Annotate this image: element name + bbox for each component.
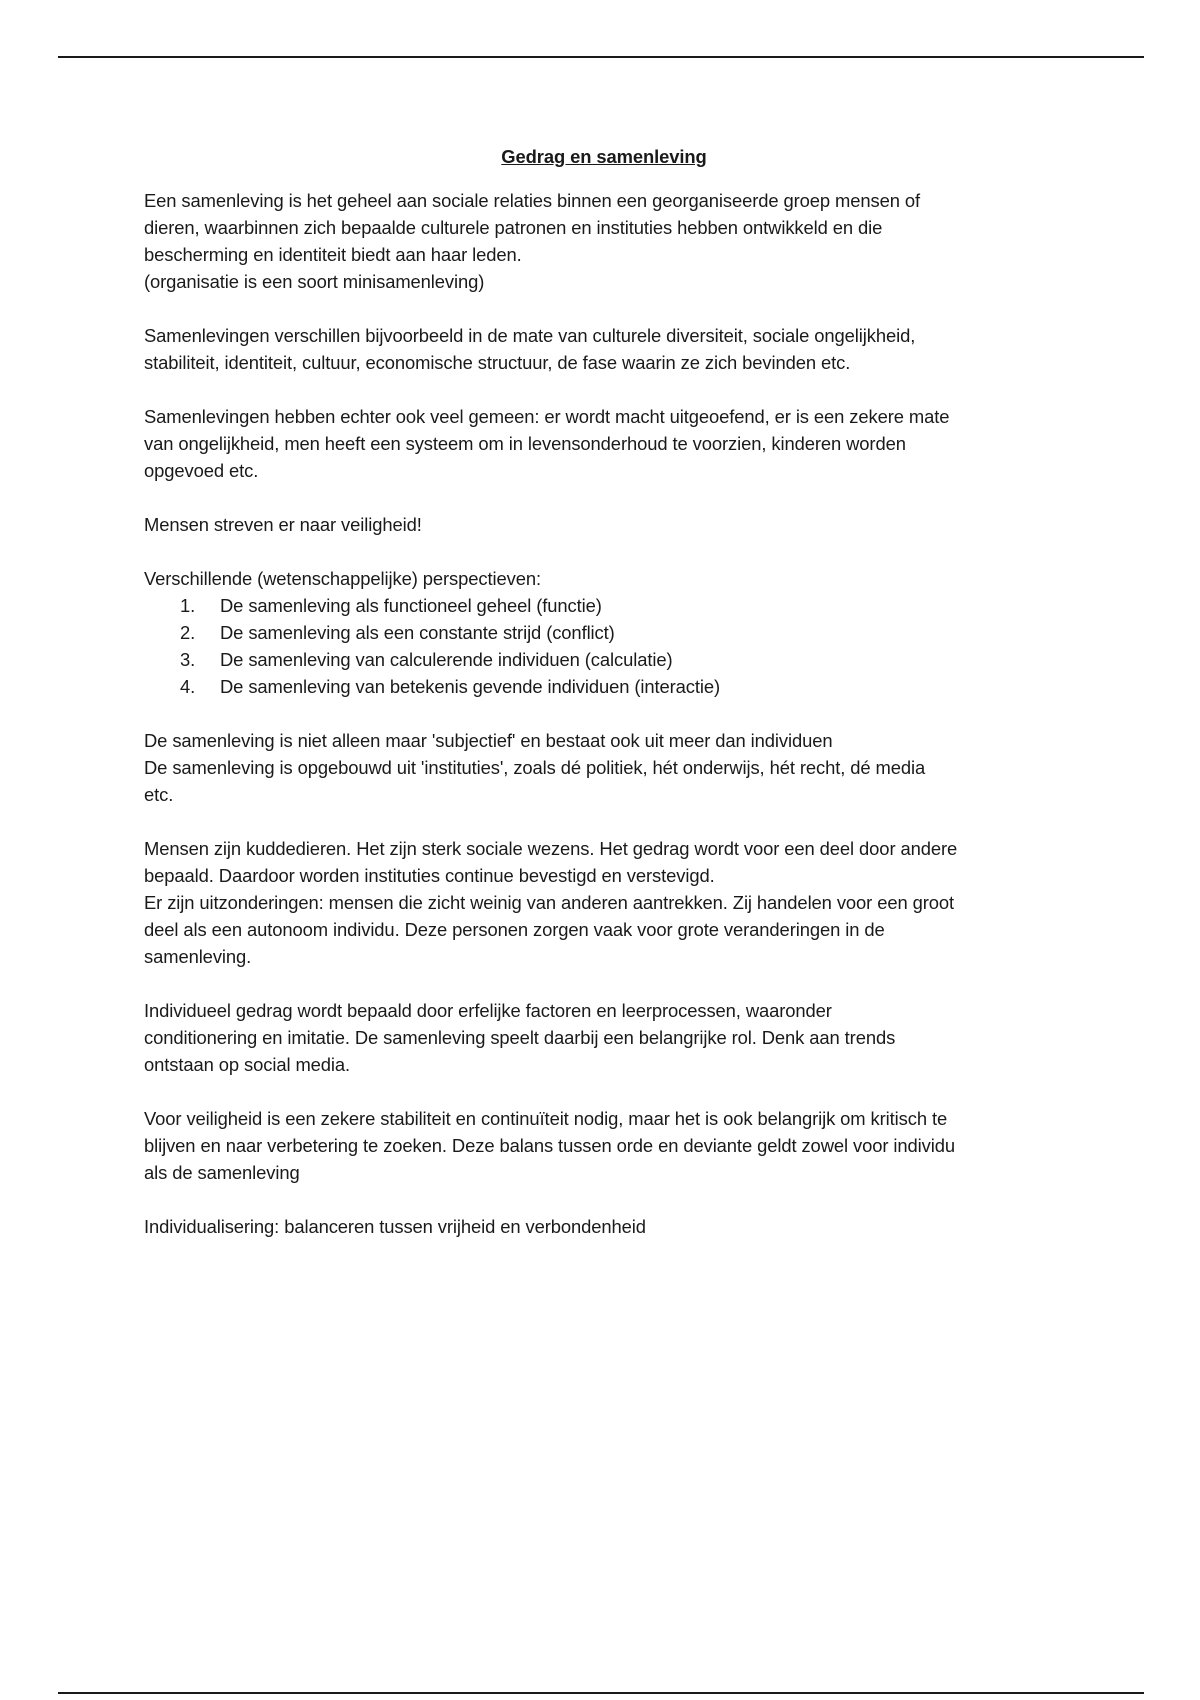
text-line: dieren, waarbinnen zich bepaalde culturele patronen en instituties hebben ontwikkeld en die xyxy=(144,217,883,238)
text-line: De samenleving is opgebouwd uit 'instituties', zoals dé politiek, hét onderwijs, hét recht, dé media xyxy=(144,757,926,778)
list-item-text: De samenleving van calculerende individuen (calculatie) xyxy=(220,649,673,670)
list-item xyxy=(144,619,1064,646)
paragraph-balance xyxy=(144,1105,1064,1186)
text-line: ontstaan op social media. xyxy=(144,1054,351,1075)
document-title: Gedrag en samenleving xyxy=(501,146,707,167)
list-item-number: 4. xyxy=(180,676,196,697)
text-line: Individualisering: balanceren tussen vrijheid en verbondenheid xyxy=(144,1216,646,1237)
text-line: conditionering en imitatie. De samenleving speelt daarbij een belangrijke rol. Denk aan trends xyxy=(144,1027,896,1048)
perspectives-list xyxy=(144,592,1064,700)
text-line: deel als een autonoom individu. Deze personen zorgen vaak voor grote veranderingen in de xyxy=(144,919,885,940)
text-line: De samenleving is niet alleen maar 'subjectief' en bestaat ook uit meer dan individuen xyxy=(144,730,833,751)
list-item xyxy=(144,646,1064,673)
text-line: samenleving. xyxy=(144,946,252,967)
perspectives-intro: Verschillende (wetenschappelijke) perspectieven: xyxy=(144,568,541,589)
paragraph-commonalities xyxy=(144,403,1064,484)
list-item xyxy=(144,673,1064,700)
text-line: (organisatie is een soort minisamenleving) xyxy=(144,271,485,292)
paragraph-safety xyxy=(144,511,1064,538)
text-line: als de samenleving xyxy=(144,1162,300,1183)
list-item xyxy=(144,592,1064,619)
document-page xyxy=(144,138,1064,1267)
list-item-number: 3. xyxy=(180,649,196,670)
paragraph-behavior xyxy=(144,997,1064,1078)
text-line: blijven en naar verbetering te zoeken. Deze balans tussen orde en deviante geldt zowel voor individu xyxy=(144,1135,955,1156)
text-line: stabiliteit, identiteit, cultuur, economische structuur, de fase waarin ze zich bevinden etc. xyxy=(144,352,851,373)
text-line: Een samenleving is het geheel aan sociale relaties binnen een georganiseerde groep mensen of xyxy=(144,190,921,211)
text-line: Mensen zijn kuddedieren. Het zijn sterk sociale wezens. Het gedrag wordt voor een deel door andere xyxy=(144,838,958,859)
list-item-text: De samenleving als een constante strijd (conflict) xyxy=(220,622,615,643)
list-item-number: 1. xyxy=(180,595,196,616)
text-line: Voor veiligheid is een zekere stabiliteit en continuïteit nodig, maar het is ook belangrijk om kritisch te xyxy=(144,1108,948,1129)
list-item-text: De samenleving als functioneel geheel (functie) xyxy=(220,595,602,616)
list-item-text: De samenleving van betekenis gevende individuen (interactie) xyxy=(220,676,721,697)
text-line: Er zijn uitzonderingen: mensen die zicht weinig van anderen aantrekken. Zij handelen voor een groot xyxy=(144,892,955,913)
list-item-number: 2. xyxy=(180,622,196,643)
text-line: bescherming en identiteit biedt aan haar leden. xyxy=(144,244,522,265)
paragraph-definition xyxy=(144,187,1064,295)
paragraph-differences xyxy=(144,322,1064,376)
footer-rule xyxy=(58,1692,1144,1694)
text-line: Mensen streven er naar veiligheid! xyxy=(144,514,422,535)
header-rule xyxy=(58,56,1144,58)
paragraph-institutions xyxy=(144,727,1064,808)
text-line: opgevoed etc. xyxy=(144,460,259,481)
text-line: Samenlevingen hebben echter ook veel gemeen: er wordt macht uitgeoefend, er is een zekere mate xyxy=(144,406,950,427)
paragraph-herd xyxy=(144,835,1064,970)
text-line: Samenlevingen verschillen bijvoorbeeld in de mate van culturele diversiteit, sociale ongelijkheid, xyxy=(144,325,916,346)
text-line: van ongelijkheid, men heeft een systeem om in levensonderhoud te voorzien, kinderen worden xyxy=(144,433,906,454)
paragraph-individualization xyxy=(144,1213,1064,1240)
text-line: bepaald. Daardoor worden instituties continue bevestigd en verstevigd. xyxy=(144,865,715,886)
text-line: Individueel gedrag wordt bepaald door erfelijke factoren en leerprocessen, waaronder xyxy=(144,1000,832,1021)
text-line: etc. xyxy=(144,784,174,805)
